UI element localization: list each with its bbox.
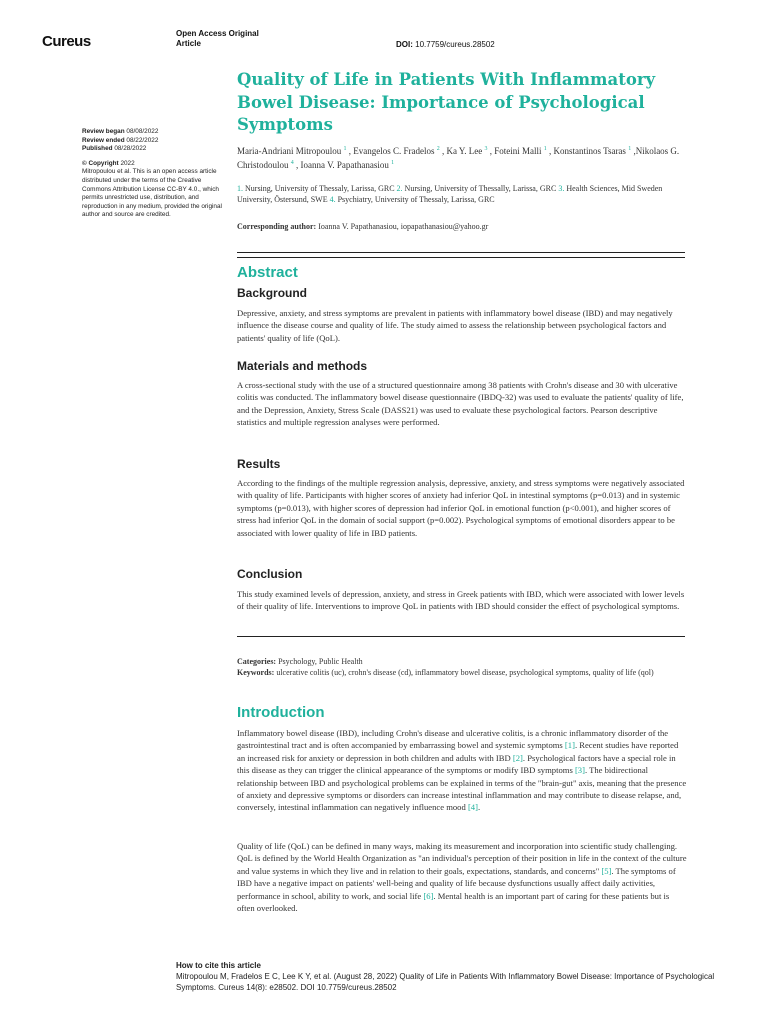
affiliation-marker[interactable]: 1 — [343, 146, 347, 152]
published — [82, 145, 222, 154]
affiliation-marker[interactable]: 1 — [628, 146, 632, 152]
article-type — [176, 29, 286, 49]
article-type-line2: Article — [176, 39, 201, 48]
introduction-paragraph-1: Inflammatory bowel disease (IBD), including Crohn's disease and ulcerative colitis, is a chronic inflammatory disorder of the gastrointestinal tract and is often accompanied by embarrassing bowel and systemic symptoms [1]. Recent studies have reported an increased risk for anxiety or depression in both children and adults with IBD [2]. Psychological factors have a special role in this disease as they can trigger the clinical appearance of the symptoms or modify IBD symptoms [3]. The bidirectional relationship between IBD and psychological problems can be explained in terms of the "brain-gut" axis, meaning that the presence of anxiety and depressive symptoms or disorders can increase intestinal inflammation and may contribute to disease relapse, and, conversely, intestinal inflammation can negatively influence mood [4]. — [237, 728, 687, 813]
corresponding-label: Corresponding author: — [237, 222, 317, 231]
affiliation-number: 3. — [558, 184, 567, 193]
divider — [237, 636, 685, 637]
affiliation-marker[interactable]: 1 — [391, 160, 395, 166]
results-heading: Results — [237, 457, 281, 471]
copyright-year: 2022 — [120, 159, 135, 167]
categories-label: Categories: — [237, 657, 277, 666]
affiliation-number: 2. — [396, 184, 405, 193]
categories — [237, 656, 687, 667]
cite-heading: How to cite this article — [176, 961, 261, 970]
affiliation-number: 4. — [329, 195, 338, 204]
background-text: Depressive, anxiety, and stress symptoms are prevalent in patients with inflammatory bowel disease (IBD) and may negatively influence the disease course and quality of life. The study aimed to assess the relationship between psychological factors and patients' quality of life (QoL). — [237, 308, 673, 343]
reference-link[interactable]: [4] — [467, 802, 478, 813]
methods-heading: Materials and methods — [237, 359, 368, 373]
affiliation-marker[interactable]: 1 — [543, 146, 547, 152]
abstract-heading: Abstract — [237, 264, 298, 281]
review-began — [82, 128, 222, 137]
conclusion-text: This study examined levels of depression, anxiety, and stress in Greek patients with IBD, which were associated with lower levels of their quality of life. Interventions to improve QoL in patients with IBD should consider the effect of psychological symptoms. — [237, 589, 685, 612]
keywords — [237, 667, 687, 678]
license-text: Mitropoulou et al. This is an open access article distributed under the terms of the Creative Commons Attribution License CC-BY 4.0., which permits unrestricted use, distribution, and reproduction in any medium, provided the original author and source are credited. — [82, 168, 222, 219]
keywords-value: ulcerative colitis (uc), crohn's disease (cd), inflammatory bowel disease, psychological symptoms, quality of life (qol) — [276, 668, 654, 677]
author-name: Ka Y. Lee — [446, 146, 485, 156]
author-name: Maria-Andriani Mitropoulou — [237, 146, 344, 156]
divider — [237, 252, 685, 258]
review-began-date: 08/08/2022 — [126, 128, 159, 135]
reference-link[interactable]: [5] — [601, 865, 612, 876]
categories-value: Psychology, Public Health — [278, 657, 363, 666]
affiliation-marker[interactable]: 4 — [290, 160, 294, 166]
review-ended — [82, 137, 222, 146]
cite-text: Mitropoulou M, Fradelos E C, Lee K Y, et al. (August 28, 2022) Quality of Life in Patients With Inflammatory Bowel Disease: Importance of Psychological Symptoms. Cureus 14(8): e28502. DOI 10.7759/cureus.28502 — [176, 972, 715, 992]
review-ended-label: Review ended — [82, 136, 125, 144]
author-name: Ioanna V. Papathanasiou — [300, 160, 392, 170]
review-began-label: Review began — [82, 128, 125, 135]
background-heading: Background — [237, 286, 308, 300]
reference-link[interactable]: [6] — [423, 890, 434, 901]
affiliations — [237, 183, 687, 205]
corresponding-author — [237, 222, 687, 231]
introduction-heading: Introduction — [237, 704, 325, 721]
author-name: Evangelos C. Fradelos — [353, 146, 437, 156]
conclusion-heading: Conclusion — [237, 567, 303, 581]
published-label: Published — [82, 145, 113, 153]
doi-label: DOI: — [396, 40, 413, 49]
article-title: Quality of Life in Patients With Inflammatory Bowel Disease: Importance of Psychological Symptoms — [237, 70, 656, 134]
affiliation-text: Nursing, University of Thessally, Larissa, GRC — [404, 184, 559, 193]
doi — [396, 40, 495, 49]
reference-link[interactable]: [2] — [512, 752, 523, 763]
article-type-line1: Open Access Original — [176, 29, 259, 38]
cureus-logo[interactable]: Cureus — [42, 33, 91, 50]
review-ended-date: 08/22/2022 — [126, 136, 159, 144]
doi-link[interactable]: 10.7759/cureus.28502 — [415, 40, 495, 49]
affiliation-number: 1. — [237, 184, 245, 193]
copyright-label: © Copyright — [82, 159, 119, 167]
author-name: Konstantinos Tsaras — [553, 146, 629, 156]
affiliation-marker[interactable]: 3 — [484, 146, 488, 152]
affiliation-text: Health Sciences, Mid Sweden University, Östersund, SWE — [237, 184, 663, 204]
introduction-paragraph-2: Quality of life (QoL) can be defined in many ways, making its measurement and incorporation into scientific study challenging. QoL is defined by the World Health Organization as "an individual's perception of their position in life in the context of the culture and value systems in which they live and in relation to their goals, expectations, standards, and concerns" [5]. The symptoms of IBD have a negative impact on patients' well-being and quality of life because dysfunctions usually affect daily activities, performance in school, ability to work, and social life [6]. Mental health is an important part of caring for these patients but is often overlooked. — [237, 841, 687, 914]
keywords-label: Keywords: — [237, 668, 275, 677]
published-date: 08/28/2022 — [114, 145, 147, 153]
affiliation-text: Psychiatry, University of Thessaly, Larissa, GRC — [337, 195, 495, 204]
categories-block — [237, 656, 687, 678]
affiliation-marker[interactable]: 2 — [436, 146, 440, 152]
how-to-cite — [176, 960, 716, 993]
reference-link[interactable]: [1] — [564, 740, 575, 751]
author-name: Nikolaos G. Christodoulou — [237, 146, 680, 170]
author-list: Maria-Andriani Mitropoulou $^1$ , Evangelos C. Fradelos $^2$ , Ka Y. Lee $^3$ , Foteini Malli $^1$ , Konstantinos Tsaras $^1$ ,Nikolaos G. Christodoulou $^4$ , Ioanna V. Papathanasiou $^1$ — [237, 146, 680, 170]
copyright — [82, 160, 222, 169]
affiliation-text: Nursing, University of Thessaly, Larissa, GRC — [245, 184, 397, 193]
corresponding-value: Ioanna V. Papathanasiou, iopapathanasiou@yahoo.gr — [318, 222, 489, 231]
results-text: According to the findings of the multiple regression analysis, depressive, anxiety, and stress symptoms were negatively associated with quality of life. Participants with higher scores of anxiety had inferior QoL in intestinal symptoms (p=0.013) and in systemic symptoms (p=0.013), with higher scores of depression had inferior QoL in emotional function (p<0.001), and higher scores of stress had inferior QoL in the domain of social support (p=0.002). Psychological symptoms of emotional disorders appear to be associated with lower quality of life in IBD patients. — [237, 478, 685, 538]
methods-text: A cross-sectional study with the use of a structured questionnaire among 38 patients with Crohn's disease and 30 with ulcerative colitis was conducted. The inflammatory bowel disease questionnaire (IBDQ-32) was used to evaluate the patients' quality of life, and the Depression, Anxiety, Stress Scale (DASS21) was used to evaluate these psychological factors. Pearson descriptive statistics and multiple regression analyses were performed. — [237, 380, 684, 428]
reference-link[interactable]: [3] — [574, 765, 585, 776]
article-sidebar — [82, 128, 222, 220]
author-name: Foteini Malli — [494, 146, 544, 156]
